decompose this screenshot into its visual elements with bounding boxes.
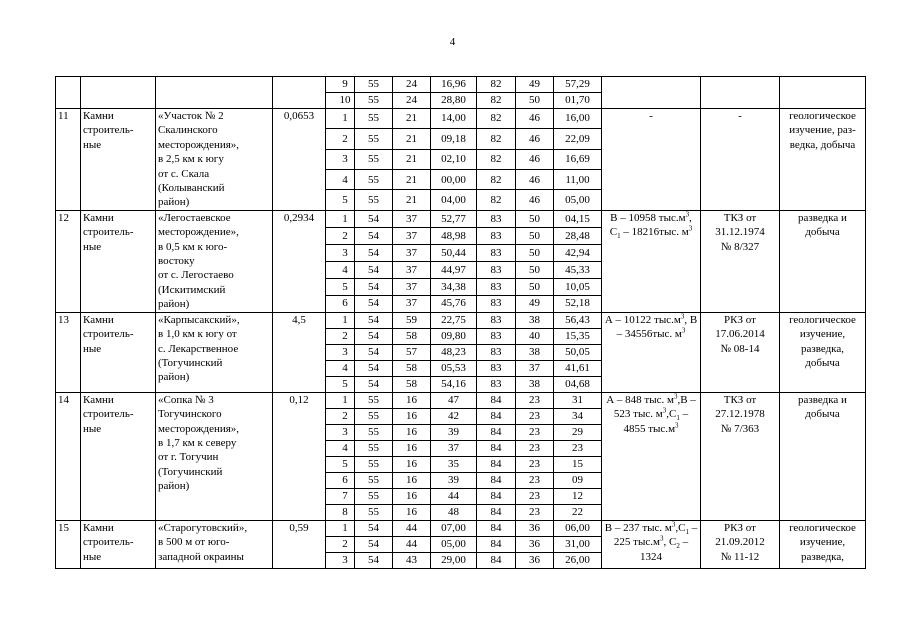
coord-lon-d: 84 [477, 520, 516, 536]
coord-lat-s: 02,10 [431, 149, 477, 169]
coord-lat-s: 16,96 [431, 77, 477, 93]
coord-lat-d: 54 [355, 360, 393, 376]
coord-lat-d: 55 [355, 488, 393, 504]
coord-lat-m: 21 [393, 129, 431, 149]
deposits-table [55, 76, 866, 569]
coord-lat-m: 16 [393, 392, 431, 408]
coord-lon-m: 46 [516, 149, 554, 169]
coord-lon-s: 45,33 [554, 261, 602, 278]
reserves-text: В – 523 тыс. м [613, 393, 696, 421]
coord-lon-s: 22,09 [554, 129, 602, 149]
area-value: 0,12 [273, 392, 326, 520]
coord-lat-m: 21 [393, 190, 431, 210]
coord-lon-d: 83 [477, 344, 516, 360]
coord-lat-d: 54 [355, 376, 393, 392]
reserves-cell [602, 520, 701, 568]
reserves-cell: - [602, 109, 701, 211]
coord-n: 5 [326, 376, 355, 392]
coord-lat-m: 58 [393, 328, 431, 344]
coord-lat-d: 55 [355, 109, 393, 129]
coord-lon-d: 84 [477, 472, 516, 488]
reserves-text: А – 10122 тыс. [604, 313, 674, 326]
coord-lat-d: 55 [355, 77, 393, 93]
coord-lat-m: 37 [393, 261, 431, 278]
coord-lon-s: 09 [554, 472, 602, 488]
coord-lon-m: 23 [516, 488, 554, 504]
coord-lon-m: 50 [516, 93, 554, 109]
coord-n: 7 [326, 488, 355, 504]
coord-lat-s: 37 [431, 440, 477, 456]
coord-lon-m: 46 [516, 129, 554, 149]
coord-lat-m: 24 [393, 77, 431, 93]
reserves-text: м [673, 313, 681, 326]
reserves-text: тыс. м [659, 226, 689, 239]
reserves-superscript: 3 [680, 312, 685, 321]
coord-lon-d: 84 [477, 424, 516, 440]
area-value: 0,2934 [273, 210, 326, 312]
coord-lon-s: 15 [554, 456, 602, 472]
table-row [56, 210, 866, 227]
coord-n: 2 [326, 408, 355, 424]
coord-lon-m: 50 [516, 227, 554, 244]
coord-lat-d: 54 [355, 278, 393, 295]
coord-lon-s: 26,00 [554, 552, 602, 568]
coord-lat-s: 07,00 [431, 520, 477, 536]
reserves-text: В – 10958 тыс. [610, 211, 679, 224]
coord-lat-s: 42 [431, 408, 477, 424]
coord-lon-m: 23 [516, 408, 554, 424]
coord-lon-m: 23 [516, 472, 554, 488]
coord-lon-s: 16,00 [554, 109, 602, 129]
coord-lon-m: 46 [516, 109, 554, 129]
coord-lon-s: 05,00 [554, 190, 602, 210]
reserves-superscript: 3 [685, 210, 690, 219]
coord-n: 1 [326, 210, 355, 227]
coord-lon-s: 42,94 [554, 244, 602, 261]
reserves-superscript: 3 [681, 326, 686, 335]
coord-lon-d: 83 [477, 261, 516, 278]
coord-lat-m: 37 [393, 227, 431, 244]
approval-protocol: РКЗ от 21.09.2012 № 11-12 [701, 520, 780, 568]
coord-lon-m: 38 [516, 376, 554, 392]
coord-lon-s: 01,70 [554, 93, 602, 109]
reserves-text: С [678, 521, 686, 534]
reserves-text: , [677, 393, 681, 406]
row-number: 11 [56, 109, 81, 211]
coord-lat-s: 35 [431, 456, 477, 472]
approval-protocol: - [701, 109, 780, 211]
coord-lon-d: 84 [477, 536, 516, 552]
mineral-type: Камни строитель- ные [81, 392, 156, 520]
reserves-text: – 1324 [640, 536, 689, 563]
coord-lon-d: 82 [477, 109, 516, 129]
coord-lat-m: 16 [393, 456, 431, 472]
reserves-subscript: 1 [685, 527, 689, 536]
coord-lon-m: 36 [516, 552, 554, 568]
coord-lat-d: 55 [355, 129, 393, 149]
reserves-text: , В – 34556 [616, 313, 698, 341]
coord-n: 1 [326, 520, 355, 536]
coord-lon-d: 83 [477, 312, 516, 328]
coord-lon-d: 82 [477, 149, 516, 169]
coord-lon-m: 50 [516, 244, 554, 261]
coord-lon-d: 82 [477, 77, 516, 93]
coord-lon-m: 38 [516, 312, 554, 328]
coord-n: 2 [326, 536, 355, 552]
coord-lat-s: 09,80 [431, 328, 477, 344]
coord-lon-d: 84 [477, 392, 516, 408]
coord-lat-s: 29,00 [431, 552, 477, 568]
reserves-text: , [666, 408, 669, 421]
coord-lon-m: 37 [516, 360, 554, 376]
coord-n: 3 [326, 424, 355, 440]
coord-lat-d: 55 [355, 149, 393, 169]
coord-lon-m: 23 [516, 392, 554, 408]
reserves-text: – 4855 тыс. [623, 408, 689, 435]
reserves-cell [602, 210, 701, 312]
mineral-type: Камни строитель- ные [81, 109, 156, 211]
coord-lat-m: 58 [393, 376, 431, 392]
coord-lon-s: 06,00 [554, 520, 602, 536]
coord-lon-s: 22 [554, 504, 602, 520]
coord-lat-d: 54 [355, 552, 393, 568]
coord-lon-s: 56,43 [554, 312, 602, 328]
coord-lat-d: 55 [355, 392, 393, 408]
reserves-cell [602, 77, 701, 109]
reserves-text: , С [663, 536, 677, 549]
coord-lat-m: 37 [393, 295, 431, 312]
reserves-cell [602, 312, 701, 392]
coord-lon-s: 28,48 [554, 227, 602, 244]
coord-n: 5 [326, 278, 355, 295]
coord-lon-s: 16,69 [554, 149, 602, 169]
reserves-text: В – 237 тыс. м [604, 521, 672, 534]
coord-n: 3 [326, 552, 355, 568]
usage-purpose: разведка и добыча [780, 392, 866, 520]
coord-n: 3 [326, 244, 355, 261]
coord-lat-m: 16 [393, 440, 431, 456]
coord-lon-m: 23 [516, 504, 554, 520]
table-row [56, 312, 866, 328]
coord-n: 2 [326, 129, 355, 149]
reserves-superscript: 3 [675, 420, 679, 429]
coord-lon-d: 83 [477, 278, 516, 295]
approval-cell [701, 77, 780, 109]
reserves-superscript: 3 [673, 392, 678, 401]
coord-lat-d: 55 [355, 440, 393, 456]
approval-protocol: РКЗ от 17.06.2014 № 08-14 [701, 312, 780, 392]
approval-protocol: ТКЗ от 31.12.1974 № 8/327 [701, 210, 780, 312]
coord-lat-s: 05,00 [431, 536, 477, 552]
page-number: 4 [449, 36, 456, 48]
coord-lat-s: 04,00 [431, 190, 477, 210]
row-number: 12 [56, 210, 81, 312]
coord-lat-s: 47 [431, 392, 477, 408]
purpose-cell [780, 77, 866, 109]
coord-lon-s: 04,15 [554, 210, 602, 227]
coord-n: 4 [326, 360, 355, 376]
coord-lon-d: 83 [477, 295, 516, 312]
reserves-cell [602, 392, 701, 520]
coord-lat-m: 24 [393, 93, 431, 109]
coord-n: 4 [326, 440, 355, 456]
site-description: «Легостаевское месторождение», в 0,5 км к юго- востоку от с. Легостаево (Искитимский район) [156, 210, 273, 312]
coord-n: 1 [326, 392, 355, 408]
coord-lat-m: 16 [393, 472, 431, 488]
coord-lon-d: 84 [477, 408, 516, 424]
coord-lon-d: 83 [477, 210, 516, 227]
coord-lat-s: 00,00 [431, 170, 477, 190]
reserves-text: С [668, 408, 677, 421]
reserves-superscript: 3 [662, 406, 667, 415]
coord-lat-m: 16 [393, 504, 431, 520]
coord-lon-d: 84 [477, 488, 516, 504]
coord-lon-d: 84 [477, 440, 516, 456]
reserves-superscript: 3 [659, 534, 664, 543]
coord-lat-d: 54 [355, 261, 393, 278]
coord-lon-m: 23 [516, 424, 554, 440]
coord-lon-m: 50 [516, 210, 554, 227]
approval-protocol: ТКЗ от 27.12.1978 № 7/363 [701, 392, 780, 520]
coord-lat-d: 55 [355, 424, 393, 440]
coord-lat-m: 16 [393, 408, 431, 424]
coord-lat-s: 05,53 [431, 360, 477, 376]
coord-lat-s: 54,16 [431, 376, 477, 392]
coord-lat-d: 54 [355, 328, 393, 344]
table-row [56, 520, 866, 536]
usage-purpose: геологическое изучение, разведка, [780, 520, 866, 568]
coord-n: 3 [326, 149, 355, 169]
coord-lon-s: 50,05 [554, 344, 602, 360]
coord-lat-d: 54 [355, 244, 393, 261]
coord-lat-s: 39 [431, 472, 477, 488]
coord-lat-d: 55 [355, 190, 393, 210]
row-number: 13 [56, 312, 81, 392]
coord-lon-d: 83 [477, 227, 516, 244]
site-cell [156, 77, 273, 109]
coord-lon-s: 34 [554, 408, 602, 424]
coord-lon-s: 04,68 [554, 376, 602, 392]
coord-lat-s: 48,98 [431, 227, 477, 244]
coord-n: 2 [326, 328, 355, 344]
site-description: «Участок № 2 Скалинского месторождения», в 2,5 км к югу от с. Скала (Колыванский район) [156, 109, 273, 211]
coord-lat-m: 21 [393, 149, 431, 169]
coord-lat-d: 54 [355, 295, 393, 312]
row-number: 15 [56, 520, 81, 568]
coord-lat-s: 28,80 [431, 93, 477, 109]
usage-purpose: разведка и добыча [780, 210, 866, 312]
coord-lat-d: 54 [355, 312, 393, 328]
reserves-subscript: 1 [676, 414, 680, 423]
coord-lat-d: 55 [355, 504, 393, 520]
site-description: «Сопка № 3 Тогучинского месторождения», в 1,7 км к северу от г. Тогучин (Тогучинский район) [156, 392, 273, 520]
coord-lat-d: 54 [355, 227, 393, 244]
coord-lat-m: 16 [393, 424, 431, 440]
coord-lon-m: 36 [516, 536, 554, 552]
coord-lon-s: 31 [554, 392, 602, 408]
coord-lon-s: 12 [554, 488, 602, 504]
reserves-text: м [678, 211, 686, 224]
coord-lon-d: 84 [477, 456, 516, 472]
coord-lon-s: 11,00 [554, 170, 602, 190]
type-cell [81, 77, 156, 109]
coord-lat-d: 54 [355, 520, 393, 536]
coord-lat-m: 37 [393, 244, 431, 261]
coord-n: 1 [326, 109, 355, 129]
site-description: «Карпысакский», в 1,0 км к югу от с. Лекарственное (Тогучинский район) [156, 312, 273, 392]
coord-lon-s: 31,00 [554, 536, 602, 552]
coord-n: 4 [326, 170, 355, 190]
coord-lon-d: 84 [477, 552, 516, 568]
coord-lat-m: 43 [393, 552, 431, 568]
coord-lat-s: 52,77 [431, 210, 477, 227]
coord-lon-m: 49 [516, 295, 554, 312]
usage-purpose: геологическое изучение, разведка, добыча [780, 312, 866, 392]
coord-lat-s: 44 [431, 488, 477, 504]
coord-lat-m: 44 [393, 520, 431, 536]
coord-lat-d: 54 [355, 344, 393, 360]
coord-lon-d: 83 [477, 360, 516, 376]
coord-lon-d: 84 [477, 504, 516, 520]
reserves-text: А – 848 тыс. м [606, 393, 674, 406]
coord-n: 3 [326, 344, 355, 360]
reserves-superscript: 3 [688, 224, 693, 233]
coord-n: 5 [326, 456, 355, 472]
coord-lat-m: 37 [393, 278, 431, 295]
coord-lon-d: 82 [477, 170, 516, 190]
coord-lon-d: 82 [477, 93, 516, 109]
area-value: 0,59 [273, 520, 326, 568]
coord-lat-s: 09,18 [431, 129, 477, 149]
coord-lat-m: 16 [393, 488, 431, 504]
coord-lon-m: 50 [516, 261, 554, 278]
coord-lat-s: 14,00 [431, 109, 477, 129]
row-number: 14 [56, 392, 81, 520]
coord-lon-d: 82 [477, 129, 516, 149]
coord-lat-m: 57 [393, 344, 431, 360]
mineral-type: Камни строитель- ные [81, 520, 156, 568]
usage-purpose: геологическое изучение, раз- ведка, добыча [780, 109, 866, 211]
coord-lon-d: 83 [477, 244, 516, 261]
area-value: 0,0653 [273, 109, 326, 211]
coord-lat-s: 22,75 [431, 312, 477, 328]
coord-n: 1 [326, 312, 355, 328]
reserves-subscript: 2 [676, 542, 680, 551]
coord-n: 2 [326, 227, 355, 244]
coord-lat-m: 44 [393, 536, 431, 552]
coord-lat-d: 55 [355, 408, 393, 424]
coord-lon-d: 82 [477, 190, 516, 210]
coord-n: 5 [326, 190, 355, 210]
coord-lon-m: 46 [516, 190, 554, 210]
mineral-type: Камни строитель- ные [81, 312, 156, 392]
reserves-superscript: 3 [671, 520, 676, 529]
coord-lat-m: 21 [393, 170, 431, 190]
coord-lat-s: 44,97 [431, 261, 477, 278]
coord-lon-m: 50 [516, 278, 554, 295]
coord-lat-m: 58 [393, 360, 431, 376]
reserves-text: м [668, 422, 676, 435]
coord-lon-m: 40 [516, 328, 554, 344]
coord-n: 4 [326, 261, 355, 278]
coord-lat-m: 59 [393, 312, 431, 328]
coord-lon-d: 83 [477, 376, 516, 392]
coord-lon-m: 49 [516, 77, 554, 93]
area-cell [273, 77, 326, 109]
no-cell [56, 77, 81, 109]
coord-lon-s: 57,29 [554, 77, 602, 93]
coord-n: 9 [326, 77, 355, 93]
coord-n: 10 [326, 93, 355, 109]
coord-lon-s: 15,35 [554, 328, 602, 344]
coord-lat-s: 48 [431, 504, 477, 520]
coord-lat-s: 45,76 [431, 295, 477, 312]
coord-lat-d: 54 [355, 536, 393, 552]
coord-lon-m: 23 [516, 456, 554, 472]
reserves-text: тыс. м [652, 328, 682, 341]
coord-lon-m: 46 [516, 170, 554, 190]
coord-lon-m: 38 [516, 344, 554, 360]
reserves-text: , [675, 521, 679, 534]
reserves-text: м [653, 536, 660, 549]
coord-lon-s: 29 [554, 424, 602, 440]
coord-lat-s: 39 [431, 424, 477, 440]
coord-n: 6 [326, 472, 355, 488]
coord-lat-m: 21 [393, 109, 431, 129]
coord-lat-d: 55 [355, 472, 393, 488]
reserves-text: – 225 тыс. [613, 521, 698, 549]
coord-n: 6 [326, 295, 355, 312]
coord-lon-s: 52,18 [554, 295, 602, 312]
area-value: 4,5 [273, 312, 326, 392]
site-description: «Старогутовский», в 500 м от юго- западной окраины [156, 520, 273, 568]
coord-lon-s: 23 [554, 440, 602, 456]
coord-lon-s: 41,61 [554, 360, 602, 376]
coord-lat-d: 55 [355, 170, 393, 190]
coord-lat-d: 54 [355, 210, 393, 227]
reserves-text: – 18216 [620, 226, 660, 239]
coord-lat-d: 55 [355, 456, 393, 472]
table-row [56, 77, 866, 93]
coord-lon-m: 23 [516, 440, 554, 456]
mineral-type: Камни строитель- ные [81, 210, 156, 312]
coord-lat-s: 48,23 [431, 344, 477, 360]
reserves-subscript: 1 [617, 232, 621, 241]
coord-lon-m: 36 [516, 520, 554, 536]
coord-lat-s: 34,38 [431, 278, 477, 295]
table-row [56, 392, 866, 408]
reserves-text: , С [609, 211, 692, 239]
coord-lat-m: 37 [393, 210, 431, 227]
coord-lat-d: 55 [355, 93, 393, 109]
coord-lon-s: 10,05 [554, 278, 602, 295]
table-row [56, 109, 866, 129]
coord-lon-d: 83 [477, 328, 516, 344]
coord-lat-s: 50,44 [431, 244, 477, 261]
coord-n: 8 [326, 504, 355, 520]
